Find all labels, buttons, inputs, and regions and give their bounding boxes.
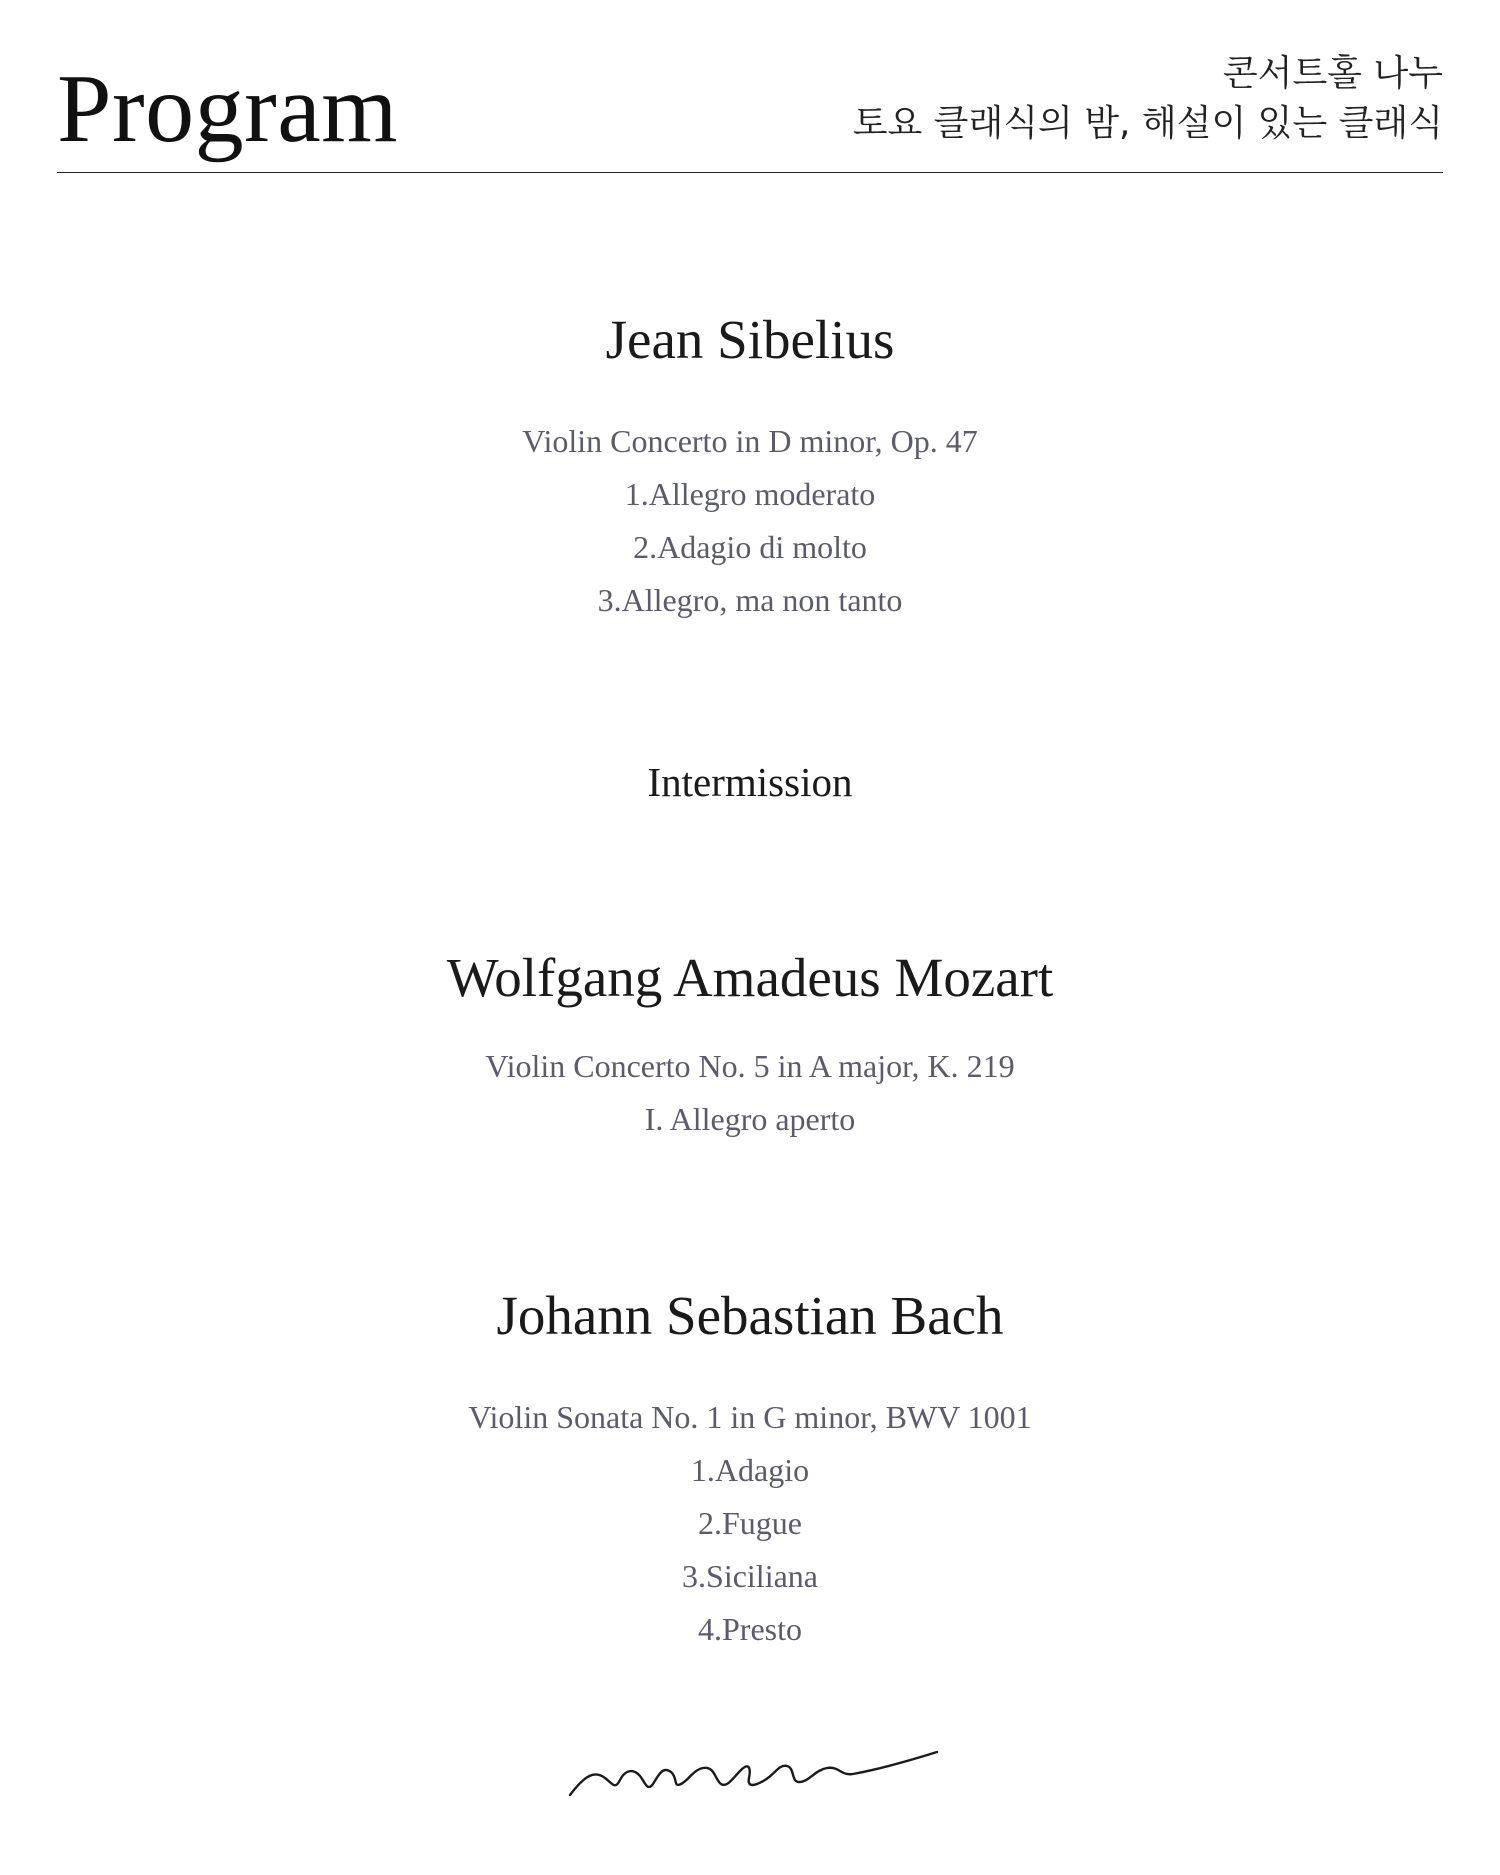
- intermission-label: Intermission: [647, 759, 853, 805]
- work-title: Violin Sonata No. 1 in G minor, BWV 1001: [468, 1399, 1032, 1435]
- work-list-sibelius: [0, 415, 1500, 627]
- movement-item: 4.Presto: [698, 1611, 802, 1647]
- movement-item: 1.Allegro moderato: [624, 476, 876, 512]
- work-title: Violin Concerto No. 5 in A major, K. 219: [485, 1048, 1015, 1084]
- page-title: Program: [57, 55, 398, 163]
- event-info: [853, 50, 1443, 148]
- composer-mozart: Wolfgang Amadeus Mozart: [446, 947, 1054, 1008]
- venue-name: 콘서트홀 나누: [1222, 53, 1443, 94]
- movement-item: 3.Allegro, ma non tanto: [597, 582, 903, 618]
- movement-item: 3.Siciliana: [682, 1558, 818, 1594]
- movement-item: 2.Adagio di molto: [633, 529, 867, 565]
- event-name: 토요 클래식의 밤, 해설이 있는 클래식: [852, 103, 1443, 144]
- movement-item: I. Allegro aperto: [644, 1101, 856, 1137]
- handwritten-signature-icon: [565, 1740, 945, 1810]
- movement-item: 1.Adagio: [690, 1452, 810, 1488]
- work-list-mozart: [0, 1040, 1500, 1146]
- composer-bach: Johann Sebastian Bach: [496, 1285, 1004, 1346]
- work-title: Violin Concerto in D minor, Op. 47: [522, 423, 978, 459]
- composer-sibelius: Jean Sibelius: [605, 309, 895, 370]
- program-header: [57, 50, 1443, 173]
- movement-item: 2.Fugue: [698, 1505, 802, 1541]
- work-list-bach: [0, 1391, 1500, 1656]
